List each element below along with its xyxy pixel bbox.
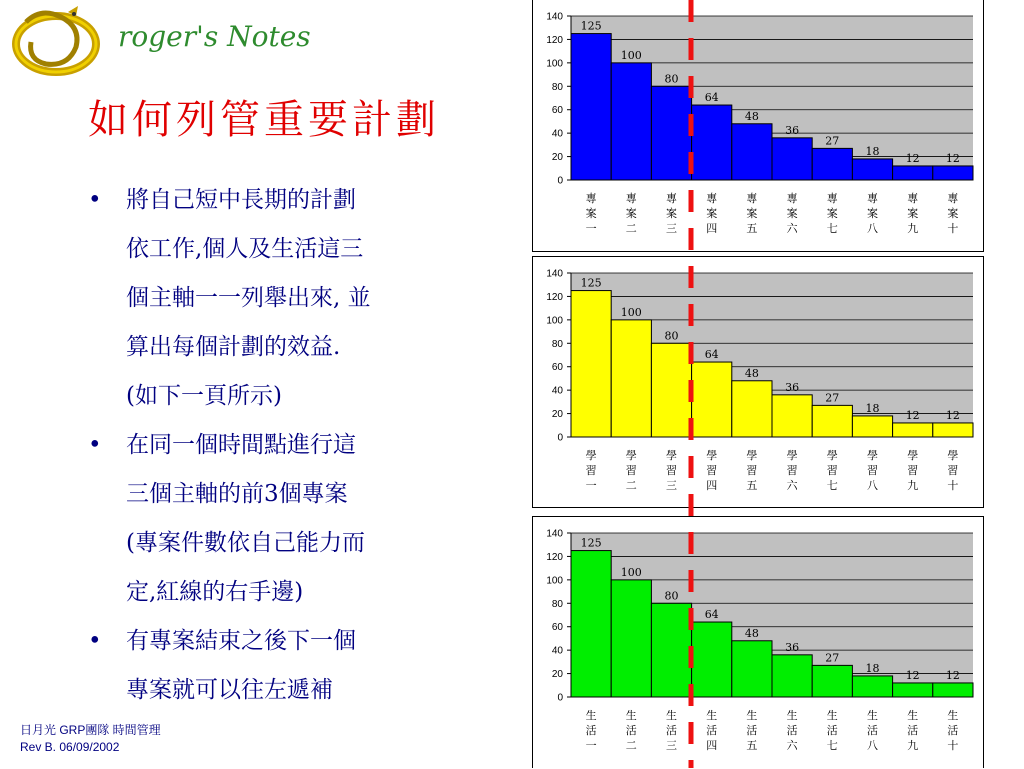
brand-name: roger's Notes xyxy=(118,20,311,53)
y-tick-label: 20 xyxy=(551,409,563,421)
category-label: 專 xyxy=(907,192,919,205)
category-label: 活 xyxy=(706,724,718,737)
category-label: 專 xyxy=(786,192,798,205)
chart-life-frame xyxy=(532,516,984,768)
y-tick-label: 60 xyxy=(551,622,563,634)
y-tick-label: 40 xyxy=(551,128,563,140)
category-label: 六 xyxy=(786,222,798,235)
y-tick-label: 20 xyxy=(551,152,563,164)
category-label: 學 xyxy=(585,449,597,462)
category-label: 三 xyxy=(666,479,677,492)
bar xyxy=(933,423,973,437)
category-label: 專 xyxy=(867,192,878,205)
category-label: 活 xyxy=(907,724,919,737)
bar xyxy=(611,580,651,697)
y-tick-label: 140 xyxy=(546,528,563,540)
page-title: 如何列管重要計劃 xyxy=(88,97,440,143)
category-label: 學 xyxy=(706,449,718,462)
bullet-dot-icon: • xyxy=(88,628,102,654)
bar xyxy=(732,124,772,180)
data-label: 48 xyxy=(744,626,759,640)
data-label: 48 xyxy=(744,366,759,380)
category-label: 專 xyxy=(706,192,718,205)
category-label: 生 xyxy=(947,709,959,722)
y-tick-label: 140 xyxy=(546,11,563,23)
category-label: 學 xyxy=(867,449,878,462)
category-label: 生 xyxy=(786,709,798,722)
category-label: 五 xyxy=(746,739,758,752)
category-label: 活 xyxy=(867,724,878,737)
data-label: 64 xyxy=(704,91,719,105)
bar-chart-learning xyxy=(533,257,983,507)
bar xyxy=(852,676,892,697)
category-label: 習 xyxy=(786,464,798,477)
category-label: 習 xyxy=(666,464,677,477)
data-label: 27 xyxy=(825,651,840,665)
y-tick-label: 40 xyxy=(551,385,563,397)
data-label: 100 xyxy=(620,48,642,62)
category-label: 十 xyxy=(947,479,959,492)
data-label: 48 xyxy=(744,109,759,123)
bullet-item xyxy=(88,421,488,617)
chart-projects-frame xyxy=(532,0,984,252)
y-tick-label: 60 xyxy=(551,105,563,117)
category-label: 二 xyxy=(625,222,637,235)
y-tick-label: 0 xyxy=(557,692,563,704)
bullet-list xyxy=(88,176,488,715)
y-tick-label: 120 xyxy=(546,551,563,563)
data-label: 36 xyxy=(785,640,800,654)
category-label: 活 xyxy=(666,724,677,737)
bullet-line: 三個主軸的前3個專案 xyxy=(126,481,348,507)
y-tick-label: 0 xyxy=(557,432,563,444)
category-label: 十 xyxy=(947,739,959,752)
data-label: 64 xyxy=(704,608,719,622)
category-label: 案 xyxy=(666,207,677,220)
category-label: 活 xyxy=(947,724,959,737)
data-label: 27 xyxy=(825,391,840,405)
category-label: 生 xyxy=(907,709,919,722)
bullet-line: 算出每個計劃的效益. xyxy=(126,334,341,360)
category-label: 活 xyxy=(585,724,597,737)
bar xyxy=(812,405,852,437)
category-label: 案 xyxy=(706,207,718,220)
bullet-line: (專案件數依自己能力而 xyxy=(126,530,365,556)
charts-panel xyxy=(532,0,984,768)
bar xyxy=(772,655,812,697)
y-tick-label: 40 xyxy=(551,645,563,657)
category-label: 九 xyxy=(907,479,919,492)
bar-chart-life xyxy=(533,517,983,769)
category-label: 四 xyxy=(706,479,718,492)
data-label: 12 xyxy=(905,408,920,422)
bar xyxy=(651,86,691,180)
data-label: 80 xyxy=(664,329,679,343)
category-label: 活 xyxy=(746,724,758,737)
bar xyxy=(692,105,732,180)
chart-learning-frame xyxy=(532,256,984,508)
data-label: 12 xyxy=(905,668,920,682)
category-label: 專 xyxy=(746,192,758,205)
data-label: 36 xyxy=(785,123,800,137)
bar xyxy=(732,381,772,437)
category-label: 生 xyxy=(585,709,597,722)
y-tick-label: 120 xyxy=(546,34,563,46)
category-label: 案 xyxy=(585,207,597,220)
data-label: 36 xyxy=(785,380,800,394)
category-label: 學 xyxy=(625,449,637,462)
data-label: 80 xyxy=(664,589,679,603)
category-label: 案 xyxy=(746,207,758,220)
category-label: 生 xyxy=(666,709,677,722)
category-label: 九 xyxy=(907,739,919,752)
data-label: 100 xyxy=(620,565,642,579)
bullet-line: 專案就可以往左遞補 xyxy=(126,677,333,703)
footer-team: 日月光 GRP團隊 時間管理 xyxy=(20,723,161,737)
category-label: 生 xyxy=(867,709,878,722)
category-label: 案 xyxy=(907,207,919,220)
category-label: 四 xyxy=(706,222,718,235)
bar-chart-projects xyxy=(533,0,983,250)
category-label: 五 xyxy=(746,479,758,492)
category-label: 活 xyxy=(786,724,798,737)
bar xyxy=(571,291,611,437)
category-label: 案 xyxy=(826,207,838,220)
category-label: 二 xyxy=(625,739,637,752)
y-tick-label: 60 xyxy=(551,362,563,374)
category-label: 專 xyxy=(585,192,597,205)
category-label: 習 xyxy=(867,464,878,477)
bullet-line: 依工作,個人及生活這三 xyxy=(126,236,364,262)
bar xyxy=(732,641,772,697)
category-label: 專 xyxy=(625,192,637,205)
bullet-line: 在同一個時間點進行這 xyxy=(126,432,356,458)
data-label: 12 xyxy=(945,668,960,682)
data-label: 125 xyxy=(580,19,602,33)
category-label: 案 xyxy=(947,207,959,220)
category-label: 十 xyxy=(947,222,959,235)
category-label: 習 xyxy=(746,464,758,477)
bar xyxy=(852,159,892,180)
bar xyxy=(772,395,812,437)
bar xyxy=(852,416,892,437)
y-tick-label: 100 xyxy=(546,575,563,587)
category-label: 七 xyxy=(826,222,838,235)
y-tick-label: 20 xyxy=(551,669,563,681)
data-label: 12 xyxy=(945,408,960,422)
y-tick-label: 80 xyxy=(551,81,563,93)
category-label: 專 xyxy=(947,192,959,205)
category-label: 習 xyxy=(907,464,919,477)
data-label: 125 xyxy=(580,276,602,290)
data-label: 12 xyxy=(905,151,920,165)
bar xyxy=(772,138,812,180)
category-label: 生 xyxy=(706,709,718,722)
bullet-line: 定,紅線的右手邊) xyxy=(126,579,304,605)
y-tick-label: 100 xyxy=(546,58,563,70)
category-label: 案 xyxy=(786,207,798,220)
category-label: 活 xyxy=(826,724,838,737)
category-label: 專 xyxy=(826,192,838,205)
category-label: 習 xyxy=(625,464,637,477)
bar xyxy=(893,423,933,437)
category-label: 三 xyxy=(666,739,677,752)
category-label: 八 xyxy=(867,739,878,752)
category-label: 學 xyxy=(746,449,758,462)
category-label: 學 xyxy=(826,449,838,462)
category-label: 習 xyxy=(826,464,838,477)
data-label: 18 xyxy=(865,144,880,158)
category-label: 八 xyxy=(867,479,878,492)
footer-revision: Rev B. 06/09/2002 xyxy=(20,740,120,754)
bullet-item xyxy=(88,617,488,715)
data-label: 100 xyxy=(620,305,642,319)
category-label: 一 xyxy=(585,739,597,752)
bullet-line: 個主軸一一列舉出來, 並 xyxy=(126,285,371,311)
category-label: 學 xyxy=(786,449,798,462)
data-label: 12 xyxy=(945,151,960,165)
category-label: 生 xyxy=(746,709,758,722)
dragon-logo-icon xyxy=(6,2,108,82)
bar xyxy=(812,148,852,180)
y-tick-label: 80 xyxy=(551,338,563,350)
category-label: 一 xyxy=(585,479,597,492)
data-label: 64 xyxy=(704,348,719,362)
data-label: 18 xyxy=(865,401,880,415)
category-label: 學 xyxy=(907,449,919,462)
data-label: 125 xyxy=(580,536,602,550)
y-tick-label: 120 xyxy=(546,291,563,303)
y-tick-label: 0 xyxy=(557,175,563,187)
bullet-line: (如下一頁所示) xyxy=(126,383,282,409)
category-label: 專 xyxy=(666,192,677,205)
category-label: 五 xyxy=(746,222,758,235)
category-label: 八 xyxy=(867,222,878,235)
bullet-item xyxy=(88,176,488,421)
category-label: 生 xyxy=(826,709,838,722)
bar xyxy=(933,166,973,180)
category-label: 活 xyxy=(625,724,637,737)
category-label: 六 xyxy=(786,479,798,492)
category-label: 學 xyxy=(947,449,959,462)
category-label: 習 xyxy=(585,464,597,477)
bar xyxy=(571,34,611,180)
category-label: 生 xyxy=(625,709,637,722)
category-label: 案 xyxy=(625,207,637,220)
category-label: 四 xyxy=(706,739,718,752)
y-tick-label: 80 xyxy=(551,598,563,610)
footer xyxy=(20,722,161,756)
bar xyxy=(893,166,933,180)
data-label: 27 xyxy=(825,134,840,148)
y-tick-label: 100 xyxy=(546,315,563,327)
bar xyxy=(692,622,732,697)
category-label: 七 xyxy=(826,739,838,752)
bullet-dot-icon: • xyxy=(88,432,102,458)
category-label: 一 xyxy=(585,222,597,235)
bar xyxy=(893,683,933,697)
category-label: 三 xyxy=(666,222,677,235)
bar xyxy=(611,320,651,437)
bar xyxy=(611,63,651,180)
bar xyxy=(571,551,611,697)
data-label: 18 xyxy=(865,661,880,675)
bar xyxy=(692,362,732,437)
category-label: 九 xyxy=(907,222,919,235)
category-label: 習 xyxy=(947,464,959,477)
category-label: 六 xyxy=(786,739,798,752)
bullet-line: 有專案結束之後下一個 xyxy=(126,628,356,654)
bullet-dot-icon: • xyxy=(88,187,102,213)
bar xyxy=(812,665,852,697)
cutoff-red-line xyxy=(688,0,694,768)
data-label: 80 xyxy=(664,72,679,86)
category-label: 案 xyxy=(867,207,878,220)
category-label: 習 xyxy=(706,464,718,477)
bar xyxy=(651,343,691,437)
category-label: 七 xyxy=(826,479,838,492)
bullet-line: 將自己短中長期的計劃 xyxy=(126,187,356,213)
y-tick-label: 140 xyxy=(546,268,563,280)
bar xyxy=(651,603,691,697)
bar xyxy=(933,683,973,697)
category-label: 二 xyxy=(625,479,637,492)
category-label: 學 xyxy=(666,449,677,462)
